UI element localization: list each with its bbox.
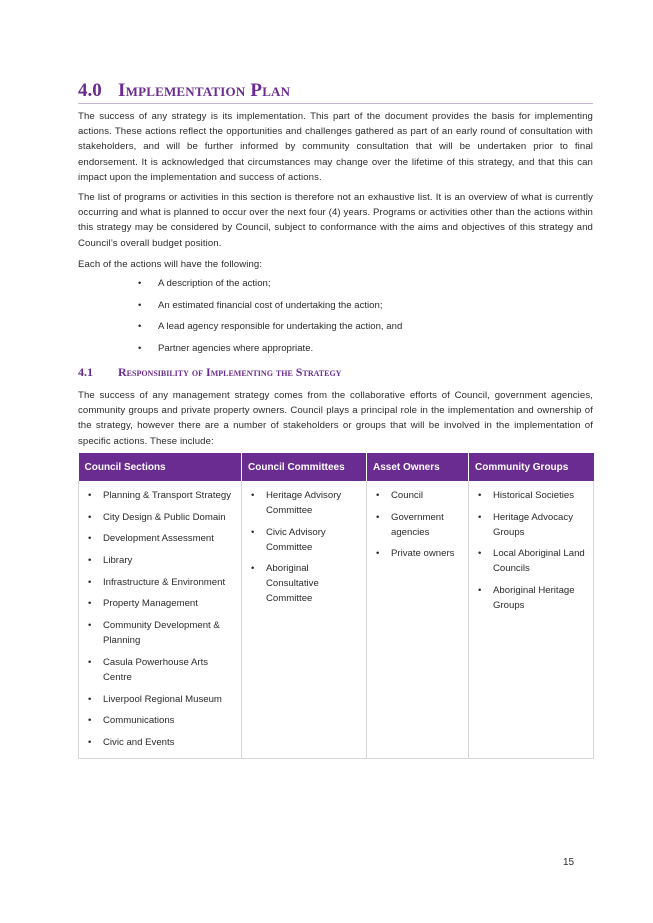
intro-paragraph: The success of any strategy is its implementation. This part of the document provides the basis for implementing actions. These actions reflect the opportunities and challenges gathered as part of an early round of consultation with stakeholders, and will be further informed by community consultation that will be undertaken prior to final endorsement. It is acknowledged that circumstances may change over the lifetime of this strategy, and that this can impact upon the implementation and success of actions. (78, 111, 593, 183)
responsibility-paragraph: The success of any management strategy comes from the collaborative efforts of Council, government agencies, community groups and private property owners. Council plays a principal role in the implementation and ownership of the strategy, however there are a number of stakeholders or groups that will be involved in the implementation of specific actions. These include: (78, 390, 593, 447)
list-item: • City Design & Public Domain (85, 510, 235, 525)
programs-paragraph: The list of programs or activities in this section is therefore not an exhaustive list. It is an overview of what is currently occurring and what is planned to occur over the next four (4) years. Programs or activities other than the actions within this strategy may be considered by Council, subject to conformance with the aims and objectives of this strategy and Council’s overall budget position. (78, 192, 593, 249)
action-components-list (138, 278, 402, 365)
list-item: • Library (85, 553, 235, 568)
list-item: • Private owners (373, 546, 462, 561)
list-item: • Government agencies (373, 510, 462, 540)
list-item: • Aboriginal Consultative Committee (248, 561, 360, 606)
list-item: • Civic and Events (85, 735, 235, 750)
section-number: 4.0 (78, 80, 102, 101)
council-sections-list (85, 488, 235, 750)
list-item: • A description of the action; (138, 278, 402, 300)
council-committees-list (248, 488, 360, 606)
list-item: • Council (373, 488, 462, 503)
actions-intro-paragraph: Each of the actions will have the following: (78, 259, 263, 270)
stakeholder-table (78, 453, 594, 759)
asset-owners-cell (367, 481, 469, 758)
list-item: • Communications (85, 713, 235, 728)
list-item: • An estimated financial cost of undertaking the action; (138, 300, 402, 322)
council-sections-cell (79, 481, 242, 758)
community-groups-list (475, 488, 587, 613)
council-committees-cell (242, 481, 367, 758)
list-item: • Local Aboriginal Land Councils (475, 546, 587, 576)
list-item: • Heritage Advocacy Groups (475, 510, 587, 540)
list-item: • Aboriginal Heritage Groups (475, 583, 587, 613)
list-item: • Property Management (85, 596, 235, 611)
section-heading (78, 80, 593, 104)
table-row (79, 481, 594, 758)
subsection-heading (78, 365, 593, 379)
header-community-groups: Community Groups (469, 453, 594, 481)
section-title: Implementation Plan (118, 80, 291, 101)
asset-owners-list (373, 488, 462, 561)
header-council-committees: Council Committees (242, 453, 367, 481)
header-asset-owners: Asset Owners (367, 453, 469, 481)
list-item: • Development Assessment (85, 531, 235, 546)
list-item: • Casula Powerhouse Arts Centre (85, 655, 235, 685)
list-item: • Civic Advisory Committee (248, 525, 360, 555)
list-item: • Liverpool Regional Museum (85, 692, 235, 707)
subsection-title: Responsibility of Implementing the Strategy (118, 365, 342, 379)
table-header-row (79, 453, 594, 481)
page-number: 15 (563, 857, 575, 868)
header-council-sections: Council Sections (79, 453, 242, 481)
list-item: • Community Development & Planning (85, 618, 235, 648)
list-item: • Infrastructure & Environment (85, 575, 235, 590)
list-item: • Heritage Advisory Committee (248, 488, 360, 518)
list-item: • Partner agencies where appropriate. (138, 343, 402, 365)
community-groups-cell (469, 481, 594, 758)
list-item: • Planning & Transport Strategy (85, 488, 235, 503)
list-item: • Historical Societies (475, 488, 587, 503)
list-item: • A lead agency responsible for undertaking the action, and (138, 321, 402, 343)
subsection-number: 4.1 (78, 365, 93, 379)
